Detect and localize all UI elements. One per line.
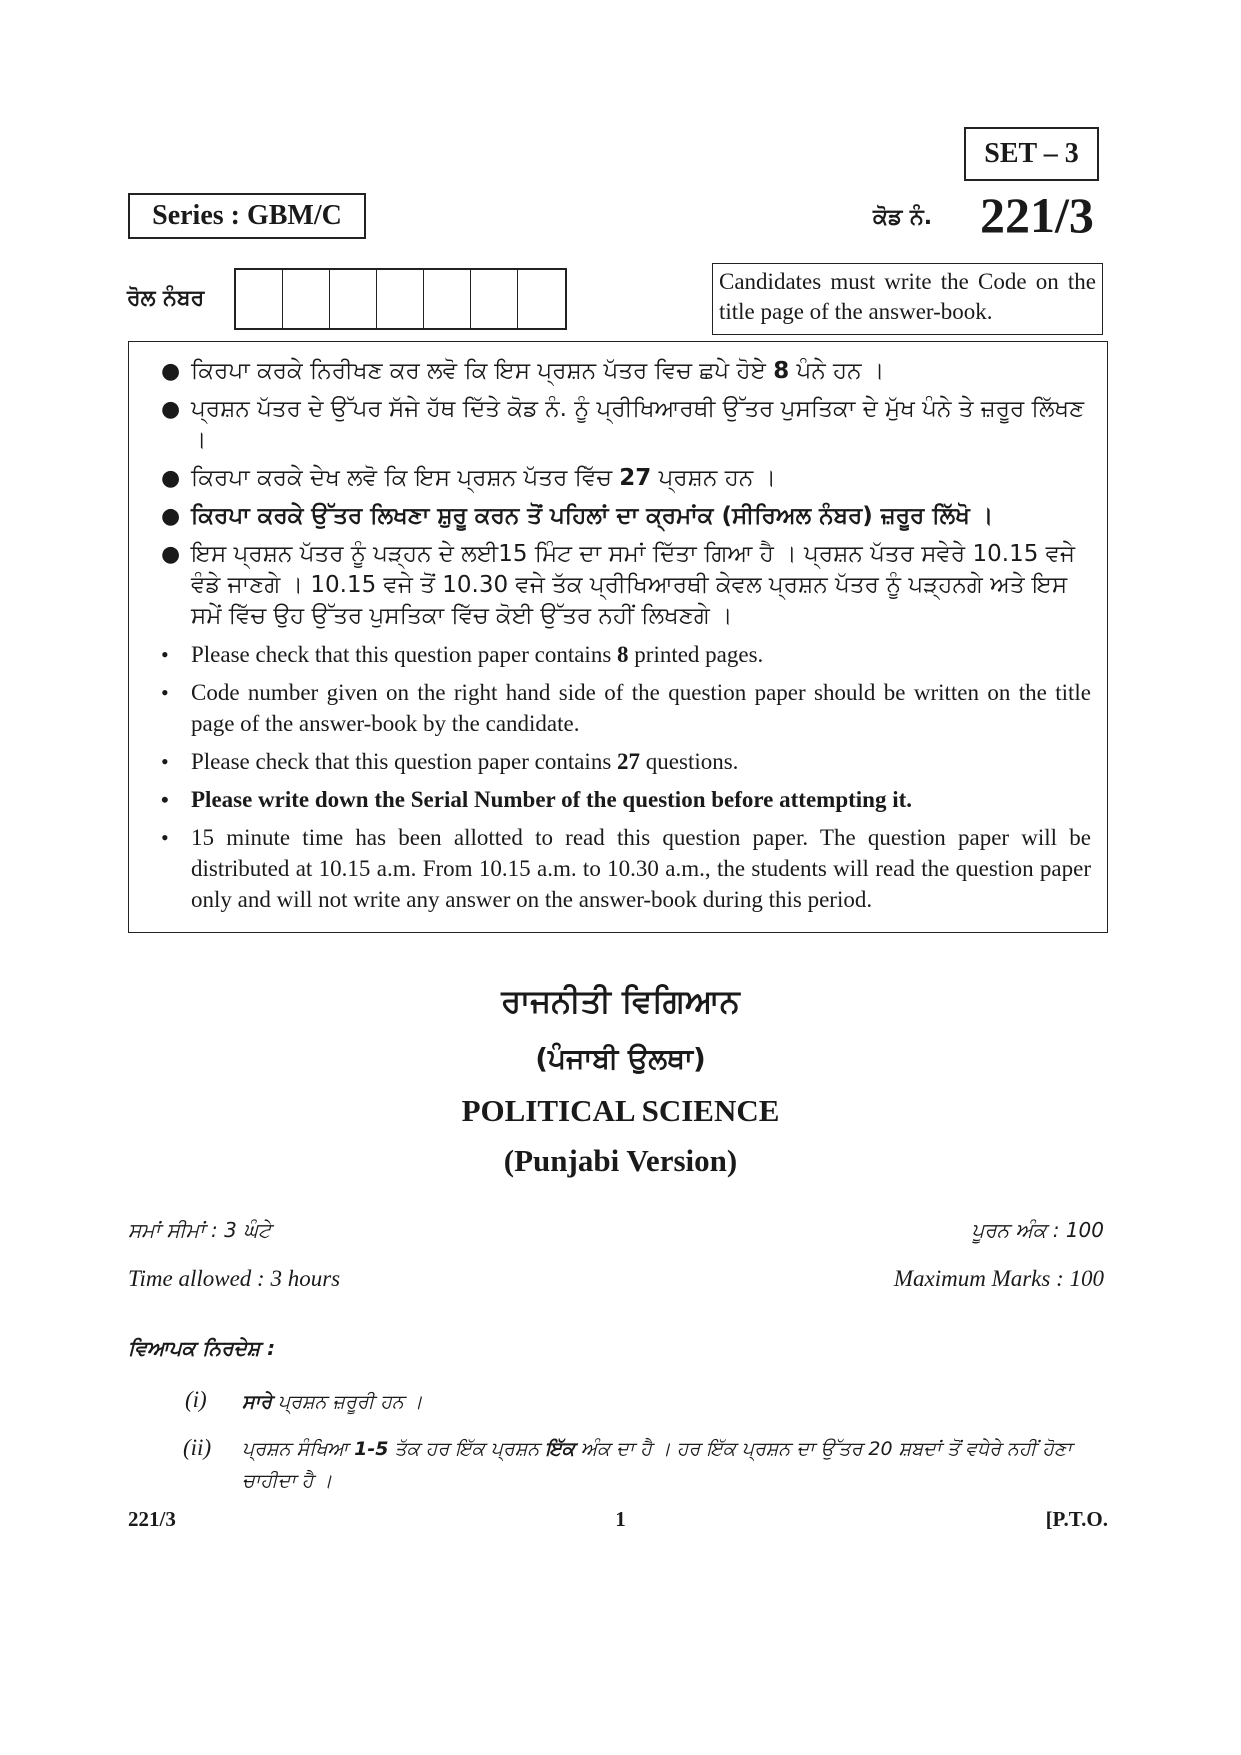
- time-allowed-english: Time allowed : 3 hours: [128, 1266, 341, 1291]
- instruction-en-4: • Please write down the Serial Number of the question before attempting it.: [161, 787, 913, 812]
- roll-number-cell[interactable]: [518, 270, 565, 328]
- subtitle-english: (Punjabi Version): [503, 1143, 738, 1178]
- instruction-en-2: • Code number given on the right hand side of the question paper should be written on the title page of the answer-book by the candidate.: [161, 680, 1091, 736]
- roll-number-cell[interactable]: [377, 270, 424, 328]
- roll-number-cell[interactable]: [424, 270, 471, 328]
- set-label: SET – 3: [964, 127, 1099, 181]
- max-marks-punjabi: ਪੂਰਨ ਅੰਕ : 100: [971, 1218, 1104, 1242]
- instruction-pa-3: ● ਕਿਰਪਾ ਕਰਕੇ ਦੇਖ ਲਵੋ ਕਿ ਇਸ ਪ੍ਰਸ਼ਨ ਪੱਤਰ ਵਿੱਚ 27 ਪ੍ਰਸ਼ਨ ਹਨ ।: [161, 465, 777, 491]
- roll-number-cell[interactable]: [471, 270, 518, 328]
- roll-number-grid[interactable]: [234, 268, 567, 330]
- general-instruction-number: (i): [185, 1387, 207, 1412]
- instruction-pa-4: ● ਕਿਰਪਾ ਕਰਕੇ ਉੱਤਰ ਲਿਖਣਾ ਸ਼ੁਰੂ ਕਰਨ ਤੋਂ ਪਹਿਲਾਂ ਦਾ ਕ੍ਰਮਾਂਕ (ਸੀਰਿਅਲ ਨੰਬਰ) ਜ਼ਰੂਰ ਲਿੱਖੋ ।: [161, 503, 994, 529]
- instruction-pa-2: ● ਪ੍ਰਸ਼ਨ ਪੱਤਰ ਦੇ ਉੱਪਰ ਸੱਜੇ ਹੱਥ ਦਿੱਤੇ ਕੋਡ ਨੰ. ਨੂੰ ਪ੍ਰੀਖਿਆਰਥੀ ਉੱਤਰ ਪੁਸਤਿਕਾ ਦੇ ਮੁੱਖ ਪੰਨੇ ਤੇ ਜ਼ਰੂਰ ਲਿੱਖਣ ।: [161, 396, 1085, 453]
- instruction-en-5: • 15 minute time has been allotted to read this question paper. The question paper will be distributed at 10.15 a.m. From 10.15 a.m. to 10.30 a.m., the students will read the question paper only and will not write any answer on the answer-book during this period.: [161, 825, 1091, 912]
- subtitle-punjabi: (ਪੰਜਾਬੀ ਉਲਥਾ): [535, 1042, 706, 1075]
- roll-number-cell[interactable]: [236, 270, 283, 328]
- general-instructions-heading: ਵਿਆਪਕ ਨਿਰਦੇਸ਼ :: [128, 1336, 276, 1360]
- candidates-note: Candidates must write the Code on the title page of the answer-book.: [712, 263, 1103, 335]
- page-number: 1: [615, 1507, 626, 1531]
- roll-number-label: ਰੋਲ ਨੰਬਰ: [127, 286, 205, 311]
- code-label: ਕੋਡ ਨੰ.: [873, 205, 933, 230]
- time-allowed-punjabi: ਸਮਾਂ ਸੀਮਾਂ : 3 ਘੰਟੇ: [128, 1218, 271, 1242]
- instruction-pa-5: ● ਇਸ ਪ੍ਰਸ਼ਨ ਪੱਤਰ ਨੂੰ ਪੜ੍ਹਨ ਦੇ ਲਈ15 ਮਿੰਟ ਦਾ ਸਮਾਂ ਦਿੱਤਾ ਗਿਆ ਹੈ । ਪ੍ਰਸ਼ਨ ਪੱਤਰ ਸਵੇਰੇ 10.15 ਵਜੇ ਵੰਡੇ ਜਾਣਗੇ । 10.15 ਵਜੇ ਤੋਂ 10.30 ਵਜੇ ਤੱਕ ਪ੍ਰੀਖਿਆਰਥੀ ਕੇਵਲ ਪ੍ਰਸ਼ਨ ਪੱਤਰ ਨੂੰ ਪੜ੍ਹਨਗੇ ਅਤੇ ਇਸ ਸਮੇਂ ਵਿੱਚ ਉਹ ਉੱਤਰ ਪੁਸਤਿਕਾ ਵਿੱਚ ਕੋਈ ਉੱਤਰ ਨਹੀਂ ਲਿਖਣਗੇ ।: [161, 541, 1076, 629]
- general-instruction-text: ਸਾਰੇ ਪ੍ਰਸ਼ਨ ਜ਼ਰੂਰੀ ਹਨ ।: [242, 1391, 423, 1413]
- instruction-pa-1: ● ਕਿਰਪਾ ਕਰਕੇ ਨਿਰੀਖਣ ਕਰ ਲਵੋ ਕਿ ਇਸ ਪ੍ਰਸ਼ਨ ਪੱਤਰ ਵਿਚ ਛਪੇ ਹੋਏ 8 ਪੰਨੇ ਹਨ ।: [161, 358, 885, 384]
- pto-label: [P.T.O.: [1045, 1507, 1108, 1531]
- instruction-en-1: • Please check that this question paper contains 8 printed pages.: [161, 642, 764, 667]
- general-instruction-text: ਪ੍ਰਸ਼ਨ ਸੰਖਿਆ 1-5 ਤੱਕ ਹਰ ਇੱਕ ਪ੍ਰਸ਼ਨ ਇੱਕ ਅੰਕ ਦਾ ਹੈ । ਹਰ ਇੱਕ ਪ੍ਰਸ਼ਨ ਦਾ ਉੱਤਰ 20 ਸ਼ਬਦਾਂ ਤੋਂ ਵਧੇਰੇ ਨਹੀਂ ਹੋਣਾ ਚਾਹੀਦਾ ਹੈ ।: [242, 1438, 1072, 1492]
- title-punjabi: ਰਾਜਨੀਤੀ ਵਿਗਿਆਨ: [501, 982, 740, 1020]
- max-marks-english: Maximum Marks : 100: [893, 1266, 1104, 1291]
- roll-number-cell[interactable]: [330, 270, 377, 328]
- title-english: POLITICAL SCIENCE: [461, 1093, 780, 1128]
- instruction-en-3: • Please check that this question paper contains 27 questions.: [161, 749, 739, 774]
- footer-code: 221/3: [128, 1507, 176, 1531]
- series-label: Series : GBM/C: [128, 193, 366, 239]
- general-instruction-number: (ii): [183, 1435, 212, 1460]
- code-number: 221/3: [980, 187, 1094, 243]
- roll-number-cell[interactable]: [283, 270, 330, 328]
- instructions-box: [128, 341, 1108, 933]
